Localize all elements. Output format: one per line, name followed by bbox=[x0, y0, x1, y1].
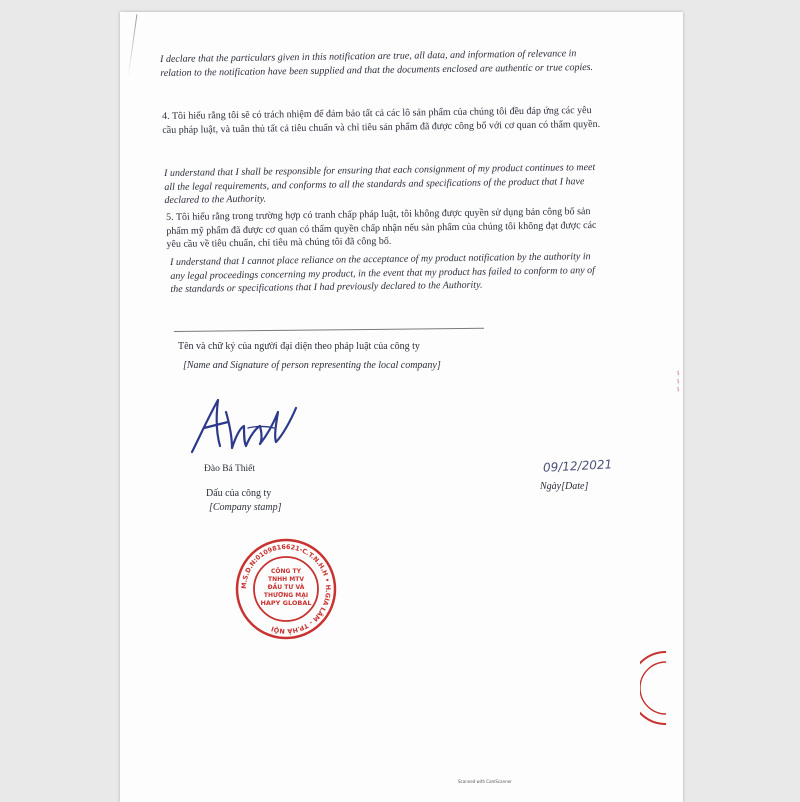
declaration-item-4-vietnamese: 4. Tôi hiểu rằng tôi sẽ có trách nhiệm để đảm bảo tất cả các lô sản phẩm của chúng tôi đều đáp ứng các yêu cầu pháp luật, và tuân thủ tất cả tiêu chuẩn và chỉ tiêu sản phẩm đã được công bố với cơ quan có thẩm quyền. bbox=[162, 105, 601, 136]
declaration-item-5-english: I understand that I cannot place reliance on the acceptance of my product notification by the authority in any legal proceedings concerning my product, in the event that my product has failed to conform to any of the standards or specifications that I had previously declared to the Authority. bbox=[170, 251, 595, 295]
stamp-line-3: ĐẦU TƯ VÀ bbox=[267, 584, 305, 591]
scanner-watermark: Scanned with CamScanner bbox=[458, 779, 512, 784]
signature-label-english: [Name and Signature of person representing the local company] bbox=[183, 360, 441, 371]
stamp-line-5: HAPY GLOBAL bbox=[260, 599, 312, 607]
handwritten-signature bbox=[186, 392, 300, 458]
stamp-line-2: TNHH MTV bbox=[268, 576, 304, 583]
company-stamp-label-vietnamese: Dấu của công ty bbox=[206, 488, 272, 499]
declaration-english-intro: I declare that the particulars given in this notification are true, all data, and information of relevance in relation to the notification have been supplied and that the documents enclosed are authentic or true copies. bbox=[160, 48, 594, 79]
signature-label-vietnamese: Tên và chữ ký của người đại diện theo pháp luật của công ty bbox=[178, 341, 420, 352]
edge-seal-mark-upper: ∽ ∽ ∽ bbox=[674, 370, 682, 393]
company-stamp-label-english: [Company stamp] bbox=[209, 502, 282, 513]
stamp-line-4: THƯƠNG MẠI bbox=[263, 592, 309, 599]
stamp-line-1: CÔNG TY bbox=[271, 568, 301, 575]
company-stamp bbox=[235, 538, 337, 640]
date-value: 09/12/2021 bbox=[542, 457, 613, 475]
declaration-item-5-vietnamese: 5. Tôi hiểu rằng trong trường hợp có tranh chấp pháp luật, tôi không được quyền sử dụng bản công bố sản phẩm mỹ phẩm đã được cơ quan có thẩm quyền chấp nhận nếu sản phẩm của chúng tôi không đạt được các yêu cầu về tiêu chuẩn, chỉ tiêu mà chúng tôi đã công bố. bbox=[166, 206, 597, 250]
stamp-ring-text: M.S.D.N:0109816621-C.T.N.H.H • H.GIA LÂM - TP.HÀ NỘI bbox=[239, 542, 333, 636]
date-label: Ngày[Date] bbox=[540, 481, 589, 492]
signer-name: Đào Bá Thiết bbox=[204, 464, 256, 474]
declaration-item-4-english: I understand that I shall be responsible for ensuring that each consignment of my product continues to meet all the legal requirements, and conforms to all the standards and specifications of the product that I have declared to the Authority. bbox=[164, 161, 596, 206]
edge-seal-mark-lower bbox=[640, 648, 668, 728]
